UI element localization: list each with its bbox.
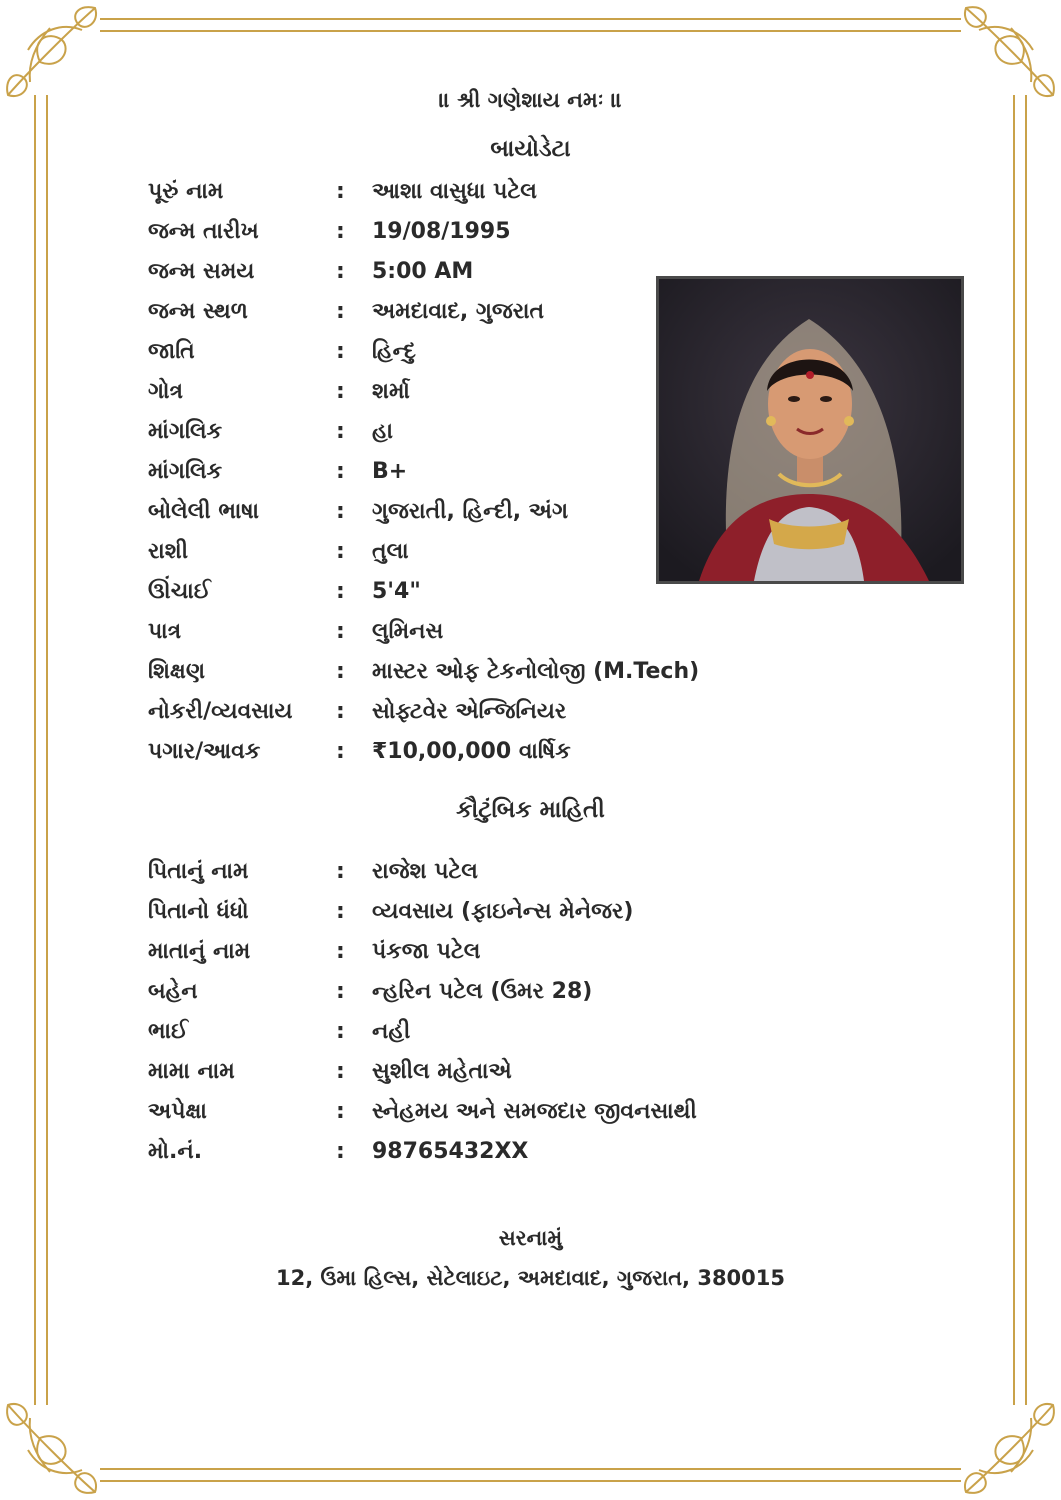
detail-colon: :: [336, 418, 345, 444]
border-left-inner: [46, 95, 48, 1405]
detail-label: માંગલિક: [148, 418, 223, 444]
detail-row-complexion: [148, 611, 699, 651]
detail-colon: :: [336, 618, 345, 644]
detail-label: જાતિ: [148, 338, 195, 364]
detail-label: જન્મ સ્થળ: [148, 298, 248, 324]
detail-colon: :: [336, 458, 345, 484]
detail-label: માતાનું નામ: [148, 938, 251, 964]
detail-colon: :: [336, 858, 345, 884]
border-top-outer: [100, 18, 961, 20]
detail-label: નોકરી/વ્યવસાય: [148, 698, 293, 724]
family-row-maternal-uncle: [148, 1051, 697, 1091]
detail-colon: :: [336, 378, 345, 404]
detail-label: મો.નં.: [148, 1138, 203, 1164]
detail-value: 5:00 AM: [372, 258, 474, 284]
detail-label: મામા નામ: [148, 1058, 235, 1084]
detail-label: પાત્ર: [148, 618, 182, 644]
detail-label: રાશી: [148, 538, 189, 564]
detail-colon: :: [336, 258, 345, 284]
border-left-outer: [34, 95, 36, 1405]
detail-value: સોફ્ટવેર એન્જિનિયર: [372, 698, 567, 724]
detail-label: બોલેલી ભાષા: [148, 498, 260, 524]
family-row-expectation: [148, 1091, 697, 1131]
border-right-outer: [1025, 95, 1027, 1405]
detail-value: અમદાવાદ, ગુજરાત: [372, 298, 545, 324]
border-bottom-outer: [100, 1480, 961, 1482]
detail-colon: :: [336, 498, 345, 524]
detail-label: અપેક્ષા: [148, 1098, 207, 1124]
detail-label: બહેન: [148, 978, 198, 1004]
address-title: સરનામું: [498, 1226, 563, 1250]
detail-value: હા: [372, 418, 394, 444]
detail-label: જન્મ તારીખ: [148, 218, 259, 244]
personal-details: [148, 171, 699, 771]
detail-value: શર્મા: [372, 378, 410, 404]
invocation-header: ॥ શ્રી ગણેશાય નમઃ ॥: [438, 88, 623, 112]
detail-row-birth-time: [148, 251, 699, 291]
detail-row-birth-place: [148, 291, 699, 331]
detail-colon: :: [336, 898, 345, 924]
detail-label: પૂરું નામ: [148, 178, 224, 204]
family-row-mother-name: [148, 931, 697, 971]
detail-colon: :: [336, 298, 345, 324]
family-details: [148, 851, 697, 1171]
detail-label: જન્મ સમય: [148, 258, 255, 284]
detail-label: પિતાનું નામ: [148, 858, 249, 884]
biodata-title: બાયોડેટા: [490, 136, 571, 162]
detail-value: લુમિનસ: [372, 618, 444, 644]
family-row-brother: [148, 1011, 697, 1051]
detail-colon: :: [336, 698, 345, 724]
detail-colon: :: [336, 738, 345, 764]
detail-colon: :: [336, 538, 345, 564]
detail-colon: :: [336, 178, 345, 204]
detail-value: પંકજા પટેલ: [372, 938, 481, 964]
detail-value: હિન્દુ: [372, 338, 416, 364]
detail-value: 19/08/1995: [372, 218, 511, 244]
detail-row-manglik-2: [148, 451, 699, 491]
detail-value: માસ્ટર ઓફ ટેકનોલોજી (M.Tech): [372, 658, 700, 684]
corner-ornament-bottom-right: [951, 1390, 1061, 1500]
detail-value: ન્હરિન પટેલ (ઉમર 28): [372, 978, 593, 1004]
detail-row-languages: [148, 491, 699, 531]
detail-value: ₹10,00,000 વાર્ષિક: [372, 738, 571, 764]
detail-value: રાજેશ પટેલ: [372, 858, 478, 884]
family-info-title: કૌટુંબિક માહિતી: [456, 797, 605, 823]
family-row-sister: [148, 971, 697, 1011]
detail-row-gotra: [148, 371, 699, 411]
detail-row-income: [148, 731, 699, 771]
detail-colon: :: [336, 978, 345, 1004]
detail-value: 98765432XX: [372, 1138, 529, 1164]
detail-row-height: [148, 571, 699, 611]
detail-label: માંગલિક: [148, 458, 223, 484]
detail-value: સ્નેહમય અને સમજદાર જીવનસાથી: [372, 1098, 697, 1124]
family-row-mobile: [148, 1131, 697, 1171]
detail-value: વ્યવસાય (ફાઇનેન્સ મેનેજર): [372, 898, 634, 924]
profile-photo: [656, 276, 964, 584]
corner-ornament-bottom-left: [0, 1390, 110, 1500]
detail-colon: :: [336, 218, 345, 244]
detail-row-education: [148, 651, 699, 691]
detail-value: નહી: [372, 1018, 411, 1044]
address-text: 12, ઉમા હિલ્સ, સેટેલાઇટ, અમદાવાદ, ગુજરાત, 380015: [275, 1266, 786, 1290]
detail-label: ગોત્ર: [148, 378, 184, 404]
detail-colon: :: [336, 1058, 345, 1084]
detail-label: શિક્ષણ: [148, 658, 206, 684]
detail-value: B+: [372, 458, 408, 484]
family-row-father-name: [148, 851, 697, 891]
detail-row-manglik: [148, 411, 699, 451]
border-top-inner: [100, 30, 961, 32]
detail-colon: :: [336, 1138, 345, 1164]
detail-label: ઊંચાઈ: [148, 578, 211, 604]
detail-colon: :: [336, 338, 345, 364]
border-right-inner: [1013, 95, 1015, 1405]
detail-value: સુશીલ મહેતાએ: [372, 1058, 512, 1084]
detail-row-occupation: [148, 691, 699, 731]
detail-label: ભાઈ: [148, 1018, 188, 1044]
detail-value: ગુજરાતી, હિન્દી, અંગ: [372, 498, 569, 524]
detail-row-birth-date: [148, 211, 699, 251]
detail-value: તુલા: [372, 538, 409, 564]
detail-value: 5'4": [372, 578, 421, 604]
detail-row-full-name: [148, 171, 699, 211]
border-bottom-inner: [100, 1468, 961, 1470]
detail-colon: :: [336, 938, 345, 964]
detail-colon: :: [336, 1098, 345, 1124]
detail-value: આશા વાસુધા પટેલ: [372, 178, 537, 204]
detail-colon: :: [336, 578, 345, 604]
detail-row-caste: [148, 331, 699, 371]
detail-row-rashi: [148, 531, 699, 571]
bride-portrait-image: [659, 279, 961, 581]
detail-colon: :: [336, 658, 345, 684]
detail-label: પગાર/આવક: [148, 738, 261, 764]
family-row-father-occupation: [148, 891, 697, 931]
detail-label: પિતાનો ધંધો: [148, 898, 249, 924]
detail-colon: :: [336, 1018, 345, 1044]
